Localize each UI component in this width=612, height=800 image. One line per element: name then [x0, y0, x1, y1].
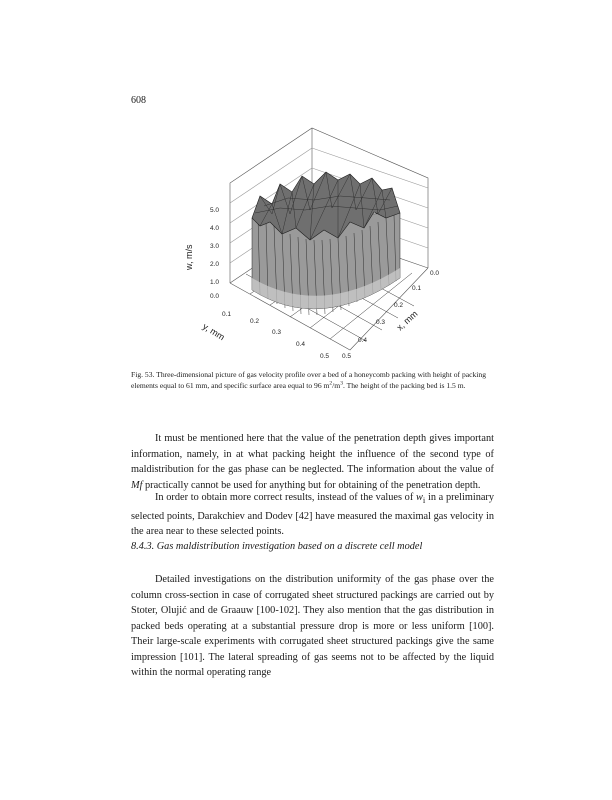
paragraph-text: in a preliminary selected points, Darakchiev and Dodev [42] have measured the maximal gas velocity in the area near to these selected points.	[131, 492, 494, 538]
x-tick: 0.3	[376, 319, 386, 326]
symbol-mf: Mf	[131, 479, 143, 491]
x-axis-label: x, mm	[394, 308, 420, 333]
z-tick: 3.0	[210, 243, 220, 250]
caption-text: /m	[332, 380, 341, 390]
paragraph-penetration-depth	[131, 431, 494, 493]
velocity-profile-figure	[160, 118, 460, 368]
x-tick: 0.4	[358, 337, 368, 344]
paragraph-text: In order to obtain more correct results, instead of the values of	[155, 492, 416, 503]
paragraph-darakchiev-dodev	[131, 490, 494, 540]
z-tick: 0.0	[210, 293, 220, 300]
section-heading: 8.4.3. Gas maldistribution investigation based on a discrete cell model	[131, 541, 423, 552]
x-tick: 0.1	[412, 285, 422, 292]
symbol-w: w	[415, 492, 423, 503]
z-axis-label: w, m/s	[184, 244, 194, 270]
y-axis-ticks	[222, 311, 329, 360]
caption-sup: 3	[340, 379, 343, 386]
page-number: 608	[131, 95, 146, 106]
paragraph-text: It must be mentioned here that the value of the penetration depth gives important information, namely, in at what packing height the influence of the second type of maldistribution for the gas phase can be neglected. The information about the value of	[131, 433, 494, 475]
y-axis-label: y, mm	[200, 321, 227, 343]
3d-surface-plot	[160, 118, 460, 368]
x-tick: 0.2	[394, 302, 404, 309]
paragraph-text: practically cannot be used for anything but for obtaining of the penetration depth.	[142, 479, 481, 491]
y-tick: 0.4	[296, 341, 306, 348]
paragraph-text: Detailed investigations on the distribution uniformity of the gas phase over the column cross-section in case of corrugated sheet structured packings are carried out by Stoter, Olujić and de Graauw [100-102]. They also mention that the gas distribution in packed beds operating at a substantial pressure drop is more or less uniform [100]. Their large-scale experiments with corrugated sheet structured packings give the same impression [101]. The lateral spreading of gas seems not to be affected by the liquid within the normal operating range	[131, 574, 494, 678]
z-tick: 4.0	[210, 225, 220, 232]
x-tick: 0.0	[430, 270, 440, 277]
z-tick: 1.0	[210, 279, 220, 286]
caption-text: Fig. 53. Three-dimensional picture of gas velocity profile over a bed of a honeycomb packing with height of packing elements equal to 61 mm, and specific surface area equal to 96 m	[131, 370, 486, 390]
x-tick: 0.5	[342, 353, 352, 360]
y-tick: 0.2	[250, 318, 260, 325]
caption-text: . The height of the packing bed is 1.5 m.	[342, 380, 466, 390]
z-axis-ticks	[210, 207, 219, 300]
symbol-subscript: i	[422, 495, 426, 506]
z-tick: 5.0	[210, 207, 220, 214]
caption-sup: 2	[329, 379, 333, 386]
z-tick: 2.0	[210, 261, 220, 268]
y-tick: 0.1	[222, 311, 232, 318]
figure-caption	[131, 370, 486, 391]
paragraph-stoter-olujic	[131, 572, 494, 681]
y-tick: 0.3	[272, 329, 282, 336]
y-tick: 0.5	[320, 353, 330, 360]
